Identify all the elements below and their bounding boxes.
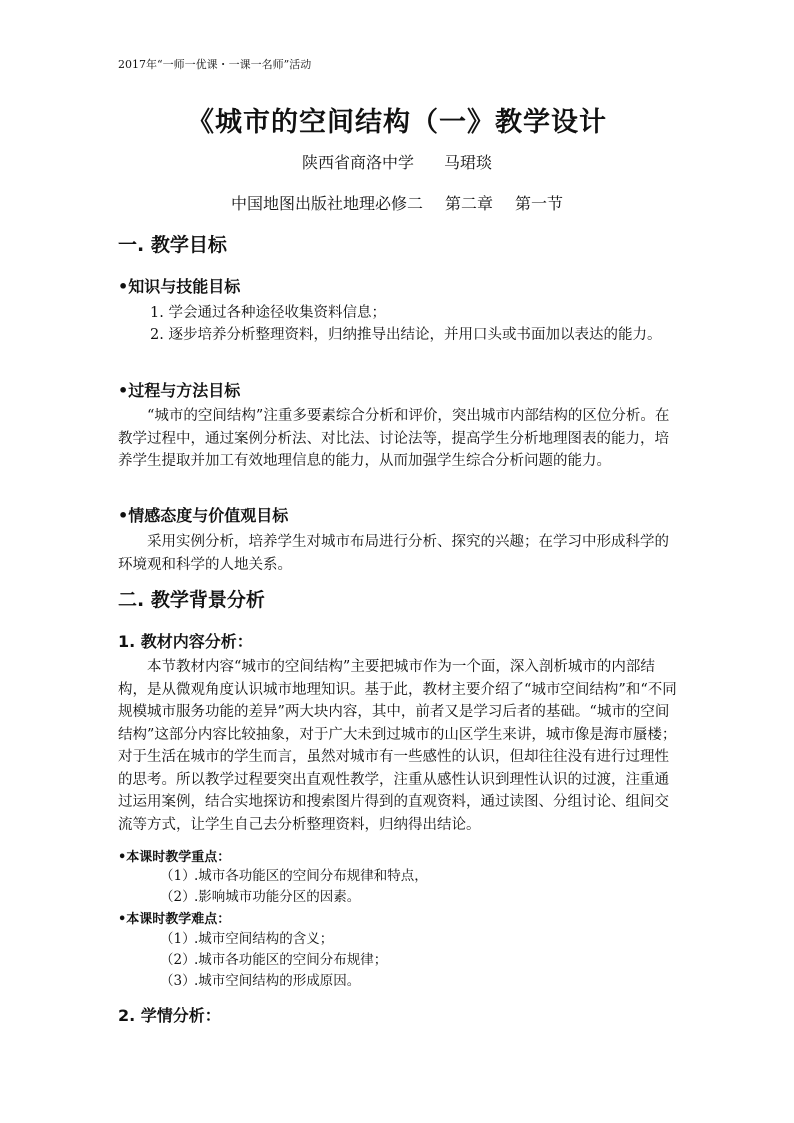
key-point-number: （1） xyxy=(160,868,196,884)
difficult-point-number: （3） xyxy=(160,973,196,989)
key-point-text: .城市各功能区的空间分布规律和特点， xyxy=(194,868,428,884)
knowledge-item-2: 2. 逐步培养分析整理资料，归纳推导出结论，并用口头或书面加以表达的能力。 xyxy=(150,327,662,343)
document-title: 《城市的空间结构（一》教学设计 xyxy=(187,107,607,138)
page-header: 2017年“一师一优课・一课一名师”活动 xyxy=(118,58,312,71)
section-1-heading: 一. 教学目标 xyxy=(118,234,227,256)
emotion-paragraph: 采用实例分析，培养学生对城市布局进行分析、探究的兴趣；在学习中形成科学的环境观和科学的人地关系。 xyxy=(118,534,669,573)
process-paragraph: “城市的空间结构”注重多要素综合分析和评价，突出城市内部结构的区位分析。在教学过程中，通过案例分析法、对比法、讨论法等，提高学生分析地理图表的能力，培养学生提取并加工有效地理信息的能力，从而加强学生综合分析问题的能力。 xyxy=(118,408,670,469)
key-points-heading: •本课时教学重点： xyxy=(118,850,231,865)
source-book: 中国地图出版社地理必修二 xyxy=(230,194,423,213)
student-analysis-heading: 2. 学情分析： xyxy=(118,1006,221,1025)
key-point-item xyxy=(160,887,360,907)
section-2-heading: 二. 教学背景分析 xyxy=(118,589,265,611)
process-heading: •过程与方法目标 xyxy=(118,381,241,400)
source-chapter: 第二章 xyxy=(444,194,493,213)
difficult-point-number: （2） xyxy=(160,952,196,968)
source-section: 第一节 xyxy=(515,194,564,213)
emotion-heading: •情感态度与价值观目标 xyxy=(118,506,289,525)
difficult-point-number: （1） xyxy=(160,931,196,947)
difficult-points-heading: •本课时教学难点： xyxy=(118,912,231,927)
difficult-point-item xyxy=(160,971,360,991)
author-name: 马珺琰 xyxy=(444,153,493,172)
difficult-point-text: .城市各功能区的空间分布规律； xyxy=(194,952,388,968)
difficult-point-text: .城市空间结构的含义； xyxy=(194,931,334,947)
difficult-point-item xyxy=(160,950,387,970)
source-line xyxy=(0,191,794,214)
key-point-item xyxy=(160,866,428,886)
author-school: 陕西省商洛中学 xyxy=(301,153,414,172)
author-line xyxy=(0,150,794,173)
knowledge-item-1: 1. 学会通过各种途径收集资料信息； xyxy=(150,305,386,321)
key-point-text: .影响城市功能分区的因素。 xyxy=(194,889,361,905)
textbook-analysis-heading: 1. 教材内容分析： xyxy=(118,632,253,651)
difficult-point-text: .城市空间结构的形成原因。 xyxy=(194,973,361,989)
key-point-number: （2） xyxy=(160,889,196,905)
difficult-point-item xyxy=(160,929,333,949)
textbook-analysis-paragraph: 本节教材内容“城市的空间结构”主要把城市作为一个面，深入剖析城市的内部结构，是从微观角度认识城市地理知识。基于此，教材主要介绍了“城市空间结构”和“不同规模城市服务功能的差异”两大块内容，其中，前者又是学习后者的基础。“城市的空间结构”这部分内容比较抽象，对于广大未到过城市的山区学生来讲，城市像是海市蜃楼；对于生活在城市的学生而言，虽然对城市有一些感性的认识，但却往往没有进行过理性的思考。所以教学过程要突出直观性教学，注重从感性认识到理性认识的过渡，注重通过运用案例，结合实地探访和搜索图片得到的直观资料，通过读图、分组讨论、组间交流等方式，让学生自己去分析整理资料，归纳得出结论。 xyxy=(118,659,677,833)
knowledge-heading: •知识与技能目标 xyxy=(118,277,241,296)
